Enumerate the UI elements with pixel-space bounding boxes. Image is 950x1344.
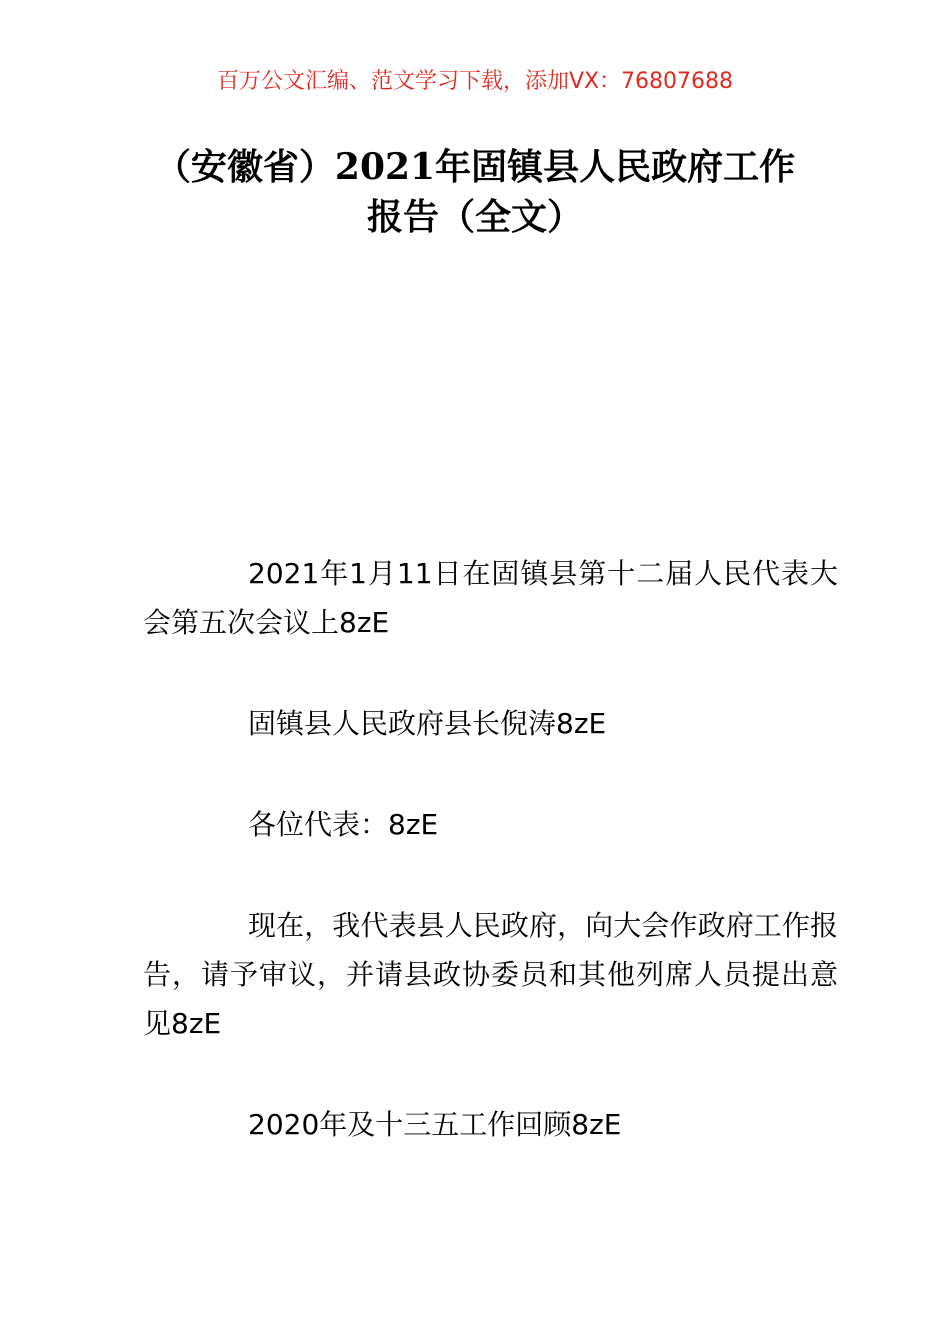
document-body xyxy=(143,549,838,1149)
paragraph-intro: 现在，我代表县人民政府，向大会作政府工作报告，请予审议，并请县政协委员和其他列席人员提出意见8zE xyxy=(143,909,838,1040)
paragraph-section-heading: 2020年及十三五工作回顾8zE xyxy=(248,1108,622,1141)
paragraph-salutation: 各位代表：8zE xyxy=(248,808,439,841)
document-title: （安徽省）2021年固镇县人民政府工作报告（全文） xyxy=(154,146,796,238)
paragraph-speaker-line: 固镇县人民政府县长倪涛8zE xyxy=(248,707,607,740)
header-notice: 百万公文汇编、范文学习下载，添加VX：76807688 xyxy=(216,69,734,94)
paragraph-meeting-line: 2021年1月11日在固镇县第十二届人民代表大会第五次会议上8zE xyxy=(143,557,838,639)
